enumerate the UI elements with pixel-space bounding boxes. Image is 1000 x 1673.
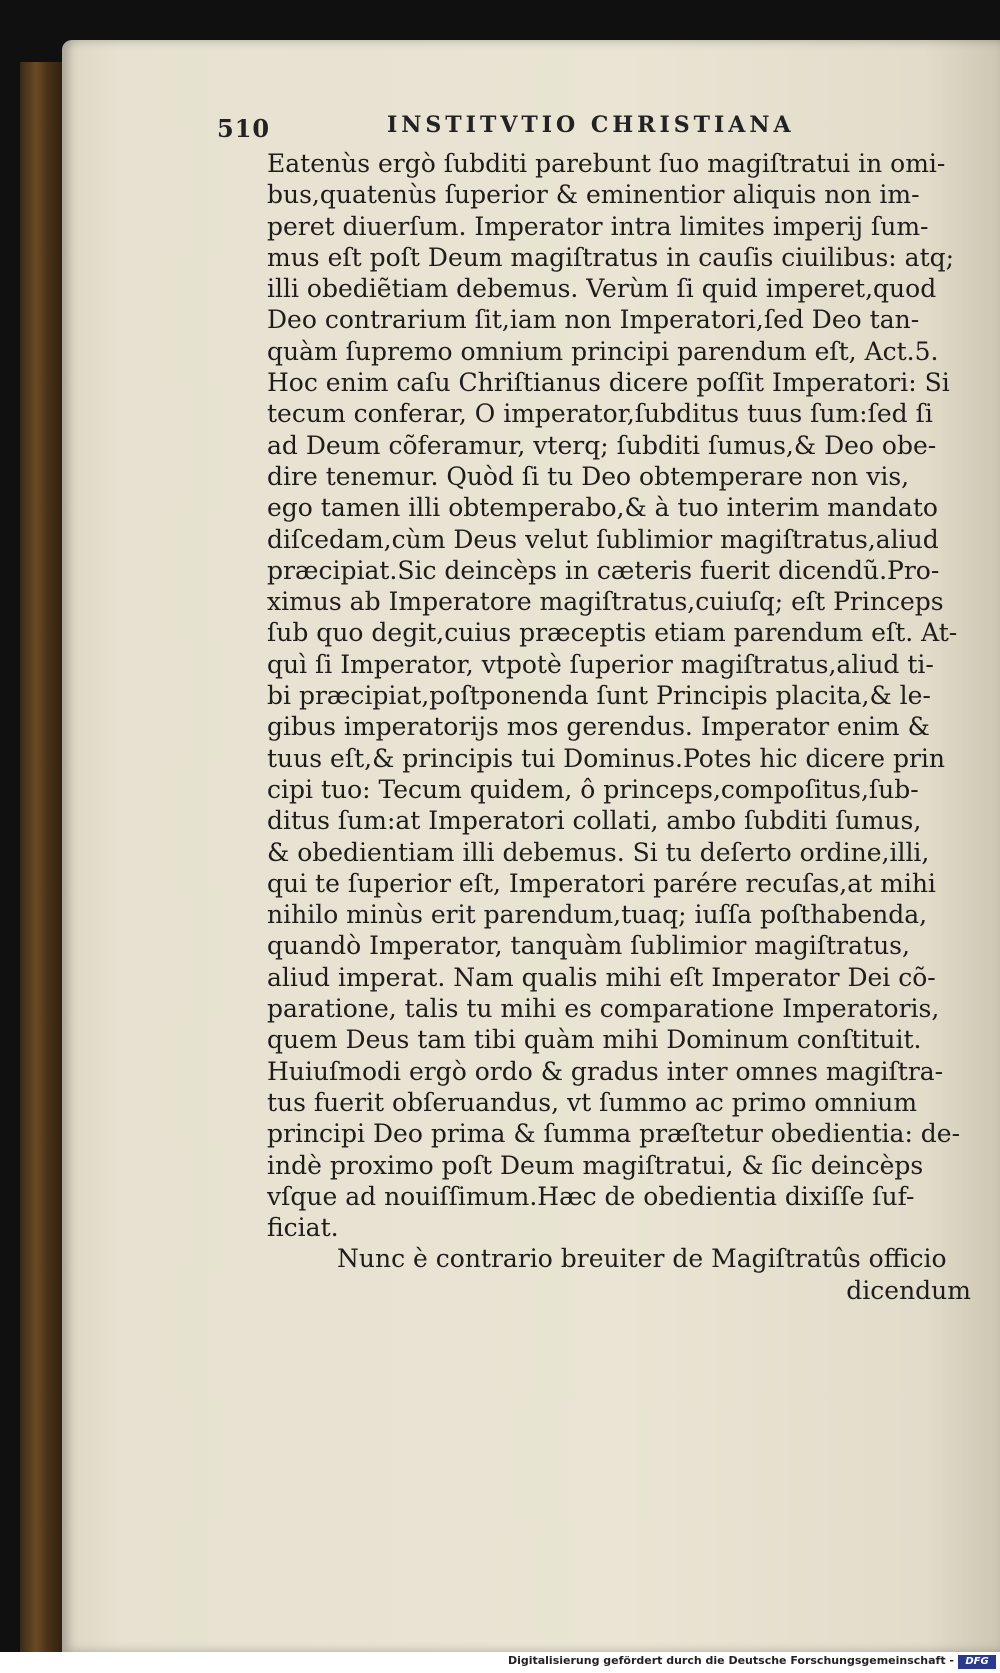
text-line: peret diuerſum. Imperator intra limites imperij ſum- — [267, 211, 929, 241]
text-line: quì ſi Imperator, vtpotè ſuperior magiſtratus,aliud ti- — [267, 649, 934, 679]
text-line: quem Deus tam tibi quàm mihi Dominum conſtituit. — [267, 1025, 922, 1055]
running-head-title: INSTITVTIO CHRISTIANA — [387, 112, 795, 138]
text-line: nihilo minùs erit parendum,tuaq; iuſſa poſthabenda, — [267, 900, 928, 930]
text-line: vſque ad nouiſſimum.Hæc de obedientia dixiſſe ſuf- — [267, 1181, 915, 1211]
text-line: ditus ſum:at Imperatori collati, ambo ſubditi ſumus, — [267, 806, 922, 836]
text-line: aliud imperat. Nam qualis mihi eſt Imperator Dei cõ- — [267, 962, 936, 992]
paragraph-start-line: Nunc è contrario breuiter de Magiſtratûs officio — [337, 1244, 947, 1274]
text-line: Eatenùs ergò ſubditi parebunt ſuo magiſtratui in omi- — [267, 149, 946, 178]
text-line: mus eſt poſt Deum magiſtratus in cauſis ciuilibus: atq; — [267, 242, 955, 272]
catchword: dicendum — [846, 1275, 971, 1305]
text-line: ximus ab Imperatore magiſtratus,cuiuſq; eſt Princeps — [267, 587, 944, 617]
text-line: ficiat. — [267, 1213, 339, 1243]
dfg-logo-icon: DFG — [958, 1655, 996, 1669]
text-line: ad Deum cõferamur, vterq; ſubditi ſumus,& Deo obe- — [267, 430, 937, 460]
page-number: 510 — [217, 114, 271, 143]
book-page — [62, 40, 1000, 1652]
text-line: tuus eſt,& principis tui Dominus.Potes hic dicere prin — [267, 743, 946, 773]
book-cover-edge — [20, 62, 66, 1652]
text-line: & obedientiam illi debemus. Si tu deſerto ordine,illi, — [267, 837, 930, 867]
text-line: ſub quo degit,cuius præceptis etiam parendum eſt. At- — [267, 618, 958, 648]
text-line: paratione, talis tu mihi es comparatione Imperatoris, — [267, 994, 940, 1024]
text-line: qui te ſuperior eſt, Imperatori parére recuſas,at mihi — [267, 868, 936, 898]
text-line: ego tamen illi obtemperabo,& à tuo interim mandato — [267, 493, 938, 523]
text-line: cipi tuo: Tecum quidem, ô princeps,compoſitus,ſub- — [267, 774, 919, 804]
text-line: indè proximo poſt Deum magiſtratui, & ſic deincèps — [267, 1150, 924, 1180]
text-line: diſcedam,cùm Deus velut ſublimior magiſtratus,aliud — [267, 524, 939, 554]
text-line: dire tenemur. Quòd ſi tu Deo obtemperare non vis, — [267, 461, 910, 491]
body-text — [267, 148, 987, 1306]
running-head — [217, 112, 977, 152]
text-line: Huiuſmodi ergò ordo & gradus inter omnes magiſtra- — [267, 1056, 944, 1086]
text-line: bus,quatenùs ſuperior & eminentior aliquis non im- — [267, 180, 920, 210]
funding-credit: Digitalisierung gefördert durch die Deutsche Forschungsgemeinschaft - — [507, 1654, 954, 1667]
text-line: præcipiat.Sic deincèps in cæteris fuerit dicendũ.Pro- — [267, 555, 940, 585]
text-line: tecum conferar, O imperator,ſubditus tuus ſum:ſed ſi — [267, 399, 933, 429]
text-line: quàm ſupremo omnium principi parendum eſt, Act.5. — [267, 336, 939, 366]
text-line: tus fuerit obſeruandus, vt ſummo ac primo omnium — [267, 1087, 918, 1117]
text-line: principi Deo prima & ſumma præſtetur obedientia: de- — [267, 1119, 961, 1149]
text-line: Hoc enim caſu Chriſtianus dicere poſſit Imperatori: Si — [267, 368, 950, 398]
text-line: illi obediẽtiam debemus. Verùm ſi quid imperet,quod — [267, 274, 937, 304]
text-line: Deo contrarium ſit,iam non Imperatori,ſed Deo tan- — [267, 305, 920, 335]
text-line: gibus imperatorijs mos gerendus. Imperator enim & — [267, 712, 930, 742]
digitization-footer — [0, 1652, 1000, 1673]
text-line: bi præcipiat,poſtponenda ſunt Principis placita,& le- — [267, 681, 931, 711]
page-content — [62, 40, 1000, 1652]
text-line: quandò Imperator, tanquàm ſublimior magiſtratus, — [267, 931, 910, 961]
